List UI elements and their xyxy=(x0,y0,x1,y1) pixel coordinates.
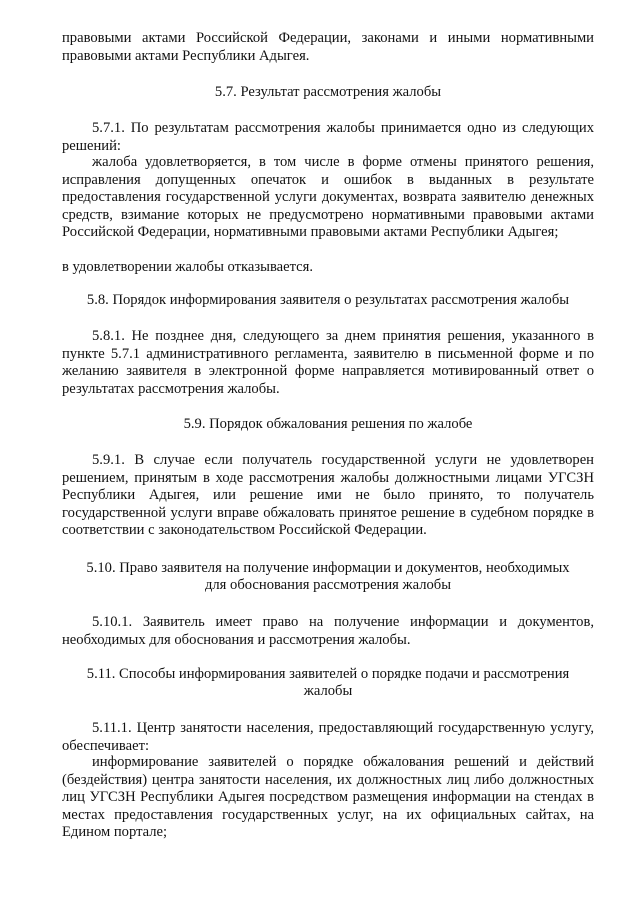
section-heading-5-8: 5.8. Порядок информирования заявителя о результатах рассмотрения жалобы xyxy=(86,292,570,308)
section-heading-5-11-line2: жалобы xyxy=(303,683,353,699)
section-heading-5-9: 5.9. Порядок обжалования решения по жалобе xyxy=(183,416,473,432)
section-heading-5-7: 5.7. Результат рассмотрения жалобы xyxy=(214,84,442,100)
paragraph-5-9-1: 5.9.1. В случае если получатель государственной услуги не удовлетворен решением, принятым в ходе рассмотрения жалобы должностными лицами УГСЗН Республики Адыгея, или решение ими не было принято, то получатель государственной услуги вправе обжаловать принятое решение в судебном порядке в соответствии с законодательством Российской Федерации. xyxy=(62,452,594,539)
paragraph-5-7-1: 5.7.1. По результатам рассмотрения жалобы принимается одно из следующих решений: xyxy=(62,120,594,154)
paragraph-5-11-1: 5.11.1. Центр занятости населения, предоставляющий государственную услугу, обеспечивает: xyxy=(62,720,594,754)
section-heading-5-10-line2: для обоснования рассмотрения жалобы xyxy=(204,577,452,593)
section-heading-5-11-line1: 5.11. Способы информирования заявителей о порядке подачи и рассмотрения xyxy=(86,666,570,682)
paragraph-5-10-1: 5.10.1. Заявитель имеет право на получение информации и документов, необходимых для обоснования и рассмотрения жалобы. xyxy=(62,614,594,648)
paragraph-informing-applicants: информирование заявителей о порядке обжалования решений и действий (бездействия) центра занятости населения, их должностных лиц либо должностных лиц УГСЗН Республики Адыгея посредством размещения информации на стендах в местах предоставления государственных услуг, на их официальных сайтах, на Едином портале; xyxy=(62,754,594,841)
paragraph-complaint-rejected: в удовлетворении жалобы отказывается. xyxy=(62,259,314,275)
paragraph-5-8-1: 5.8.1. Не позднее дня, следующего за днем принятия решения, указанного в пункте 5.7.1 административного регламента, заявителю в письменной форме и по желанию заявителя в электронной форме направляется мотивированный ответ о результатах рассмотрения жалобы. xyxy=(62,328,594,397)
section-heading-5-10-line1: 5.10. Право заявителя на получение информации и документов, необходимых xyxy=(86,560,570,576)
intro-paragraph: правовыми актами Российской Федерации, законами и иными нормативными правовыми актами Республики Адыгея. xyxy=(62,30,594,64)
paragraph-complaint-satisfied: жалоба удовлетворяется, в том числе в форме отмены принятого решения, исправления допущенных опечаток и ошибок в выданных в результате предоставления государственной услуги документах, возврата заявителю денежных средств, взимание которых не предусмотрено нормативными правовыми актами Российской Федерации, нормативными правовыми актами Республики Адыгея; xyxy=(62,154,594,241)
